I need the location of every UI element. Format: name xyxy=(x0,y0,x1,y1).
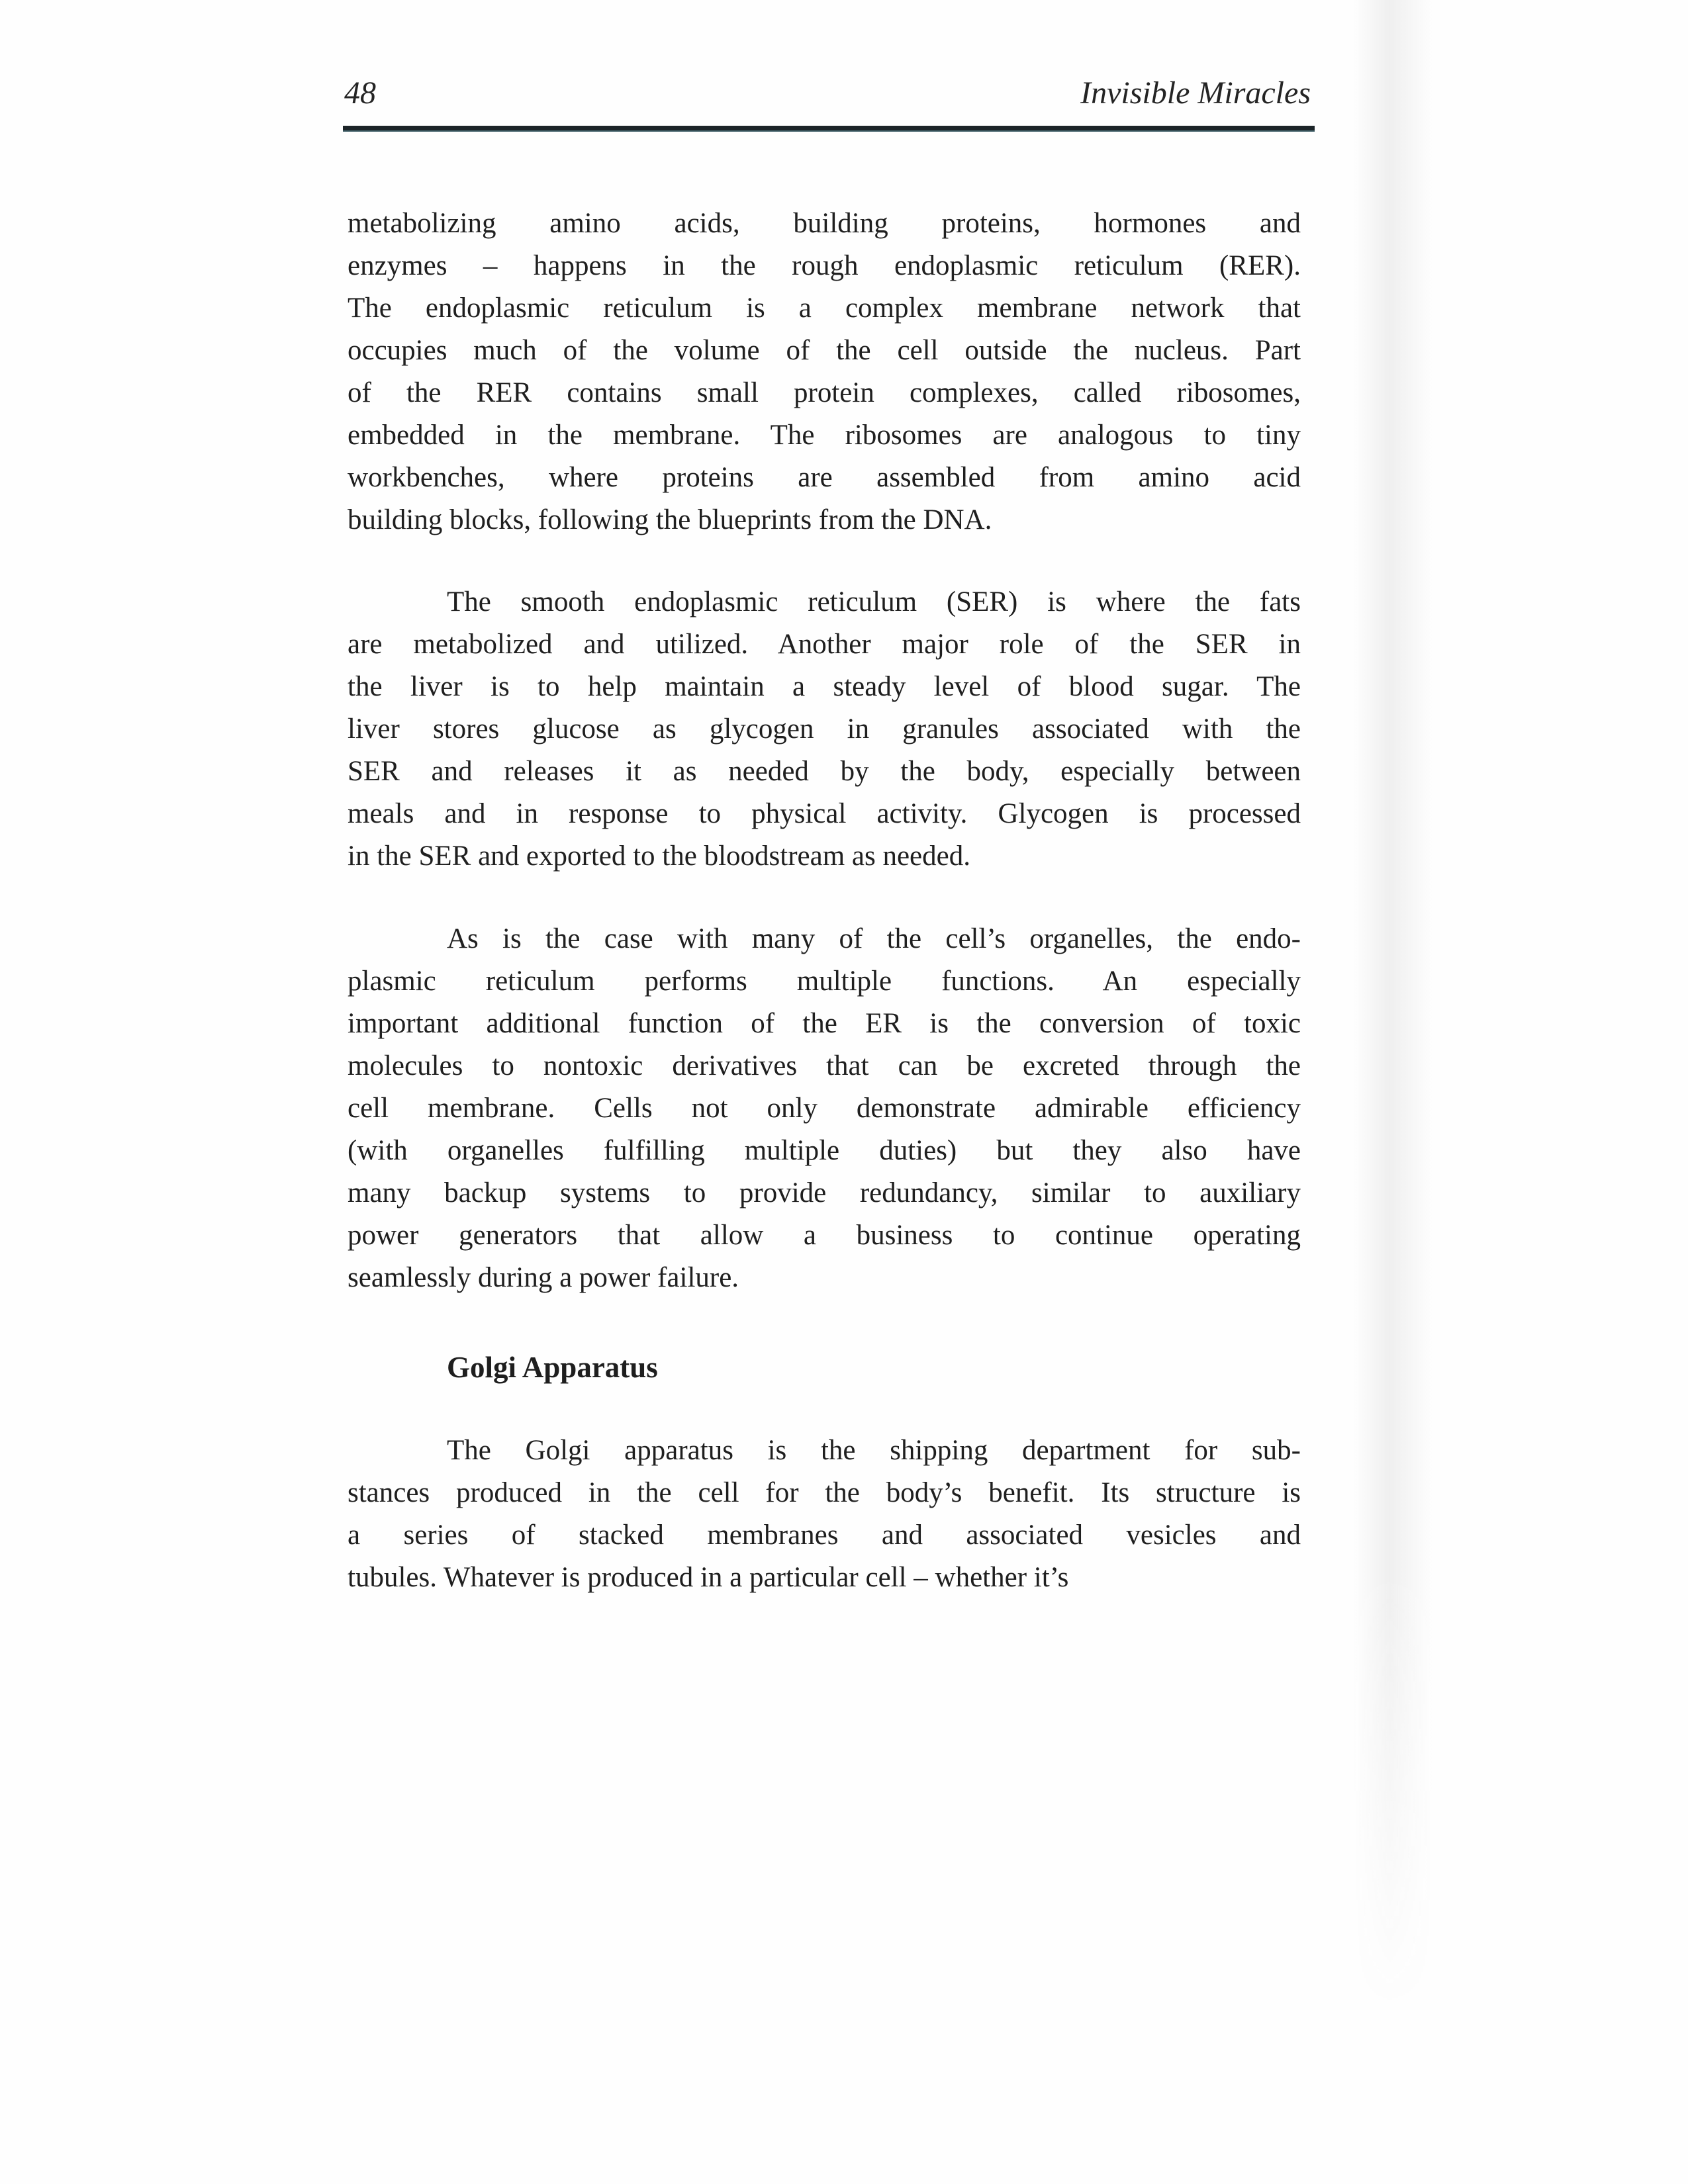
page-number: 48 xyxy=(344,75,376,111)
text-line: The endoplasmic reticulum is a complex membrane network that xyxy=(348,293,1301,324)
text-line: in the SER and exported to the bloodstream as needed. xyxy=(348,841,970,872)
text-line: As is the case with many of the cell’s organelles, the endo- xyxy=(447,923,1301,954)
text-line: embedded in the membrane. The ribosomes are analogous to tiny xyxy=(348,420,1301,451)
running-title: Invisible Miracles xyxy=(1080,75,1311,111)
text-line: The Golgi apparatus is the shipping department for sub- xyxy=(447,1435,1301,1466)
paragraph-ser xyxy=(348,581,1301,878)
page-header xyxy=(344,74,1311,113)
text-line: seamlessly during a power failure. xyxy=(348,1262,739,1293)
text-line: building blocks, following the blueprints from the DNA. xyxy=(348,504,992,535)
text-line: the liver is to help maintain a steady level of blood sugar. The xyxy=(348,671,1301,702)
paragraph-golgi xyxy=(348,1430,1301,1599)
text-line: enzymes – happens in the rough endoplasmic reticulum (RER). xyxy=(348,250,1301,281)
text-line: (with organelles fulfilling multiple duties) but they also have xyxy=(348,1135,1301,1166)
text-line: a series of stacked membranes and associated vesicles and xyxy=(348,1520,1301,1551)
text-line: stances produced in the cell for the body’s benefit. Its structure is xyxy=(348,1477,1301,1508)
text-line: The smooth endoplasmic reticulum (SER) is where the fats xyxy=(447,586,1301,617)
scan-shadow-band xyxy=(1354,0,1433,2184)
section-heading-golgi-apparatus: Golgi Apparatus xyxy=(447,1351,658,1384)
text-line: SER and releases it as needed by the body, especially between xyxy=(348,756,1301,787)
paragraph-er-functions xyxy=(348,918,1301,1299)
text-line: important additional function of the ER is the conversion of toxic xyxy=(348,1008,1301,1039)
text-line: power generators that allow a business to continue operating xyxy=(348,1220,1301,1251)
paragraph-rer xyxy=(348,203,1301,541)
text-line: meals and in response to physical activity. Glycogen is processed xyxy=(348,798,1301,829)
text-line: many backup systems to provide redundancy, similar to auxiliary xyxy=(348,1177,1301,1208)
text-line: cell membrane. Cells not only demonstrate admirable efficiency xyxy=(348,1093,1301,1124)
text-line: tubules. Whatever is produced in a particular cell – whether it’s xyxy=(348,1562,1069,1593)
page-body xyxy=(348,203,1301,1599)
text-line: liver stores glucose as glycogen in granules associated with the xyxy=(348,713,1301,745)
text-line: plasmic reticulum performs multiple functions. An especially xyxy=(348,966,1301,997)
text-line: of the RER contains small protein complexes, called ribosomes, xyxy=(348,377,1301,408)
text-line: occupies much of the volume of the cell outside the nucleus. Part xyxy=(348,335,1301,366)
text-line: are metabolized and utilized. Another major role of the SER in xyxy=(348,629,1301,660)
header-rule xyxy=(343,126,1315,132)
text-line: workbenches, where proteins are assembled from amino acid xyxy=(348,462,1301,493)
text-line: metabolizing amino acids, building proteins, hormones and xyxy=(348,208,1301,239)
text-line: molecules to nontoxic derivatives that can be excreted through the xyxy=(348,1050,1301,1081)
